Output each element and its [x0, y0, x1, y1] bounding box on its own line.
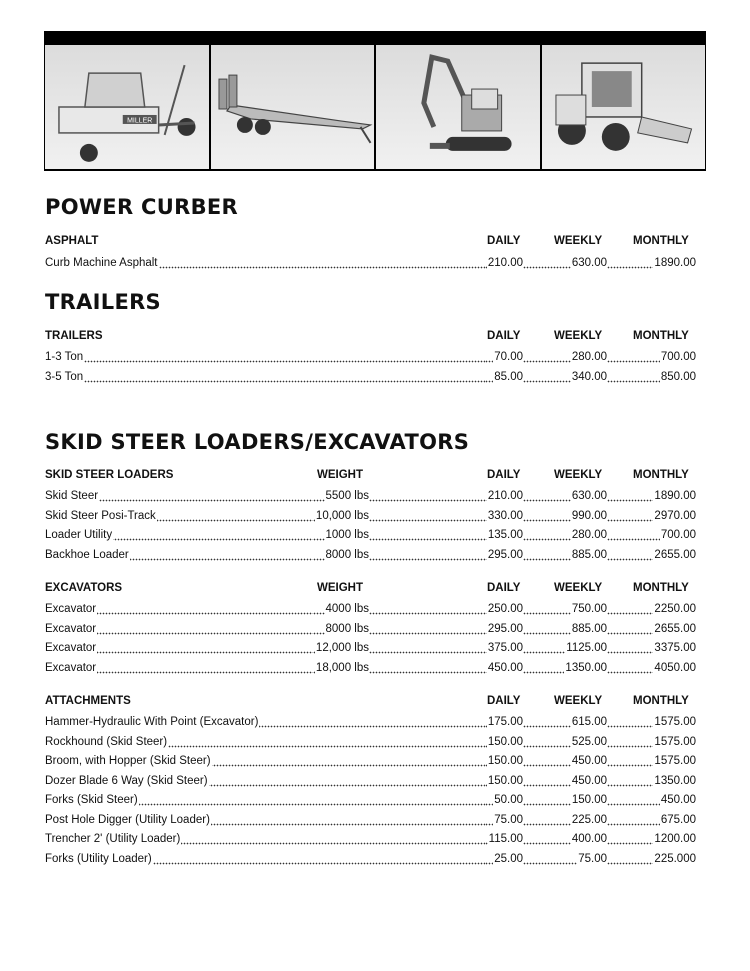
item-weight-cell	[313, 601, 369, 617]
item-name-cell	[45, 349, 485, 365]
weekly-rate: 1350.00	[565, 661, 607, 674]
trailers-group-header: TRAILERS	[45, 330, 103, 342]
item-weight: 10,000 lbs	[315, 509, 369, 522]
item-name-cell	[45, 255, 485, 271]
weekly-rate: 525.00	[571, 735, 607, 748]
weekly-rate-cell	[523, 831, 607, 847]
weekly-rate-cell	[523, 851, 607, 867]
daily-rate: 375.00	[487, 642, 523, 654]
monthly-column-header: MONTHLY	[633, 330, 689, 342]
weekly-rate: 990.00	[571, 509, 607, 522]
daily-rate-cell	[485, 753, 523, 769]
monthly-rate: 1575.00	[654, 735, 696, 748]
daily-rate-cell	[485, 369, 523, 385]
monthly-rate: 2250.00	[654, 603, 696, 615]
daily-rate-cell	[369, 621, 523, 637]
weekly-rate: 615.00	[571, 716, 607, 728]
item-name: Dozer Blade 6 Way (Skid Steer)	[45, 774, 208, 787]
weekly-column-header: WEEKLY	[554, 235, 603, 247]
monthly-column-header: MONTHLY	[633, 695, 689, 707]
monthly-rate: 1350.00	[654, 774, 696, 787]
daily-rate-cell	[369, 640, 523, 656]
price-row	[45, 508, 696, 524]
weekly-rate-cell	[523, 660, 607, 676]
item-name-cell	[45, 488, 313, 504]
monthly-rate-cell	[607, 349, 696, 365]
price-row	[45, 812, 696, 828]
price-row	[45, 621, 696, 637]
weekly-rate-cell	[523, 508, 607, 524]
daily-column-header: DAILY	[487, 469, 521, 481]
item-name: Broom, with Hopper (Skid Steer)	[45, 755, 211, 767]
item-name-cell	[45, 792, 485, 808]
price-row	[45, 547, 696, 563]
daily-column-header: DAILY	[487, 695, 521, 707]
item-name-cell	[45, 812, 485, 828]
daily-rate: 115.00	[488, 833, 523, 845]
monthly-rate: 700.00	[660, 351, 696, 363]
weekly-rate-cell	[523, 753, 607, 769]
item-name: Hammer-Hydraulic With Point (Excavator)	[45, 716, 259, 728]
monthly-rate: 675.00	[660, 813, 696, 826]
weekly-rate-cell	[523, 734, 607, 750]
daily-rate-cell	[369, 527, 523, 543]
item-weight: 1000 lbs	[325, 529, 369, 541]
daily-rate: 295.00	[487, 622, 523, 635]
weekly-rate: 1125.00	[566, 642, 607, 654]
item-name: Excavator	[45, 622, 97, 635]
weekly-column-header: WEEKLY	[554, 469, 603, 481]
power-curber-title: POWER CURBER	[45, 195, 238, 219]
daily-rate-cell	[485, 773, 523, 789]
weekly-rate-cell	[523, 369, 607, 385]
item-name: Skid Steer Posi-Track	[45, 509, 156, 522]
monthly-rate-cell	[607, 753, 696, 769]
monthly-rate: 2970.00	[654, 509, 696, 522]
item-name: Forks (Utility Loader)	[45, 852, 152, 865]
weekly-rate-cell	[523, 255, 607, 271]
price-row	[45, 773, 696, 789]
price-row	[45, 734, 696, 750]
monthly-rate: 1575.00	[654, 716, 696, 728]
price-row	[45, 660, 696, 676]
item-name-cell	[45, 734, 485, 750]
daily-rate: 150.00	[487, 755, 523, 767]
asphalt-group-header: ASPHALT	[45, 235, 99, 247]
trailers-title: TRAILERS	[45, 290, 161, 314]
monthly-rate-cell	[607, 601, 696, 617]
price-row	[45, 369, 696, 385]
weekly-rate: 280.00	[571, 529, 607, 541]
item-weight-cell	[313, 621, 369, 637]
item-name-cell	[45, 753, 485, 769]
daily-rate-cell	[369, 547, 523, 563]
price-row	[45, 349, 696, 365]
monthly-rate-cell	[607, 792, 696, 808]
weekly-column-header: WEEKLY	[554, 582, 603, 594]
item-name: 1-3 Ton	[45, 351, 84, 363]
daily-rate-cell	[485, 851, 523, 867]
monthly-rate-cell	[607, 255, 696, 271]
weekly-rate: 280.00	[571, 351, 607, 363]
weekly-rate: 630.00	[571, 257, 607, 269]
daily-rate: 175.00	[487, 716, 523, 728]
daily-rate: 25.00	[494, 852, 523, 865]
mini-excavator-photo	[376, 45, 540, 169]
daily-rate: 250.00	[487, 603, 523, 615]
item-name: Loader Utility	[45, 529, 113, 541]
item-name: Forks (Skid Steer)	[45, 794, 138, 806]
item-weight-cell	[313, 660, 369, 676]
equipment-photo-strip	[44, 31, 706, 171]
daily-rate-cell	[485, 812, 523, 828]
weekly-rate-cell	[523, 601, 607, 617]
daily-rate-cell	[485, 831, 523, 847]
weekly-rate-cell	[523, 527, 607, 543]
excavators-group-header: EXCAVATORS	[45, 582, 123, 594]
daily-rate-cell	[369, 660, 523, 676]
price-row	[45, 601, 696, 617]
daily-rate: 85.00	[494, 371, 523, 383]
monthly-rate: 850.00	[660, 371, 696, 383]
daily-rate-cell	[369, 508, 523, 524]
monthly-rate-cell	[607, 621, 696, 637]
monthly-rate-cell	[607, 812, 696, 828]
item-name-cell	[45, 621, 313, 637]
price-row	[45, 753, 696, 769]
item-weight-cell	[313, 640, 369, 656]
daily-rate-cell	[485, 792, 523, 808]
daily-rate: 150.00	[487, 774, 523, 787]
item-weight-cell	[313, 527, 369, 543]
daily-rate-cell	[369, 488, 523, 504]
monthly-rate: 700.00	[660, 529, 696, 541]
daily-rate: 295.00	[487, 548, 523, 561]
monthly-rate-cell	[607, 851, 696, 867]
weekly-rate: 450.00	[571, 774, 607, 787]
item-name: Trencher 2' (Utility Loader)	[45, 833, 181, 845]
weekly-column-header: WEEKLY	[554, 330, 603, 342]
daily-rate: 135.00	[487, 529, 523, 541]
weekly-rate: 225.00	[571, 813, 607, 826]
item-name: Rockhound (Skid Steer)	[45, 735, 168, 748]
item-weight-cell	[313, 547, 369, 563]
item-weight-cell	[313, 488, 369, 504]
monthly-rate: 1575.00	[654, 755, 696, 767]
item-weight: 12,000 lbs	[315, 642, 369, 654]
weight-column-header: WEIGHT	[317, 469, 363, 481]
item-name: Excavator	[45, 661, 97, 674]
daily-rate-cell	[369, 601, 523, 617]
monthly-column-header: MONTHLY	[633, 582, 689, 594]
item-name: Curb Machine Asphalt	[45, 257, 158, 269]
daily-rate: 450.00	[487, 661, 523, 674]
monthly-rate: 1890.00	[654, 490, 696, 502]
monthly-rate-cell	[607, 488, 696, 504]
weekly-rate-cell	[523, 812, 607, 828]
item-name-cell	[45, 773, 485, 789]
miller-logo-text: MILLER	[127, 117, 153, 125]
item-weight: 4000 lbs	[325, 603, 369, 615]
power-curber-photo	[45, 45, 209, 169]
monthly-rate-cell	[607, 547, 696, 563]
monthly-rate-cell	[607, 527, 696, 543]
item-name-cell	[45, 527, 313, 543]
daily-rate-cell	[485, 734, 523, 750]
item-weight: 8000 lbs	[325, 622, 369, 635]
monthly-rate: 225.000	[654, 852, 696, 865]
daily-rate-cell	[485, 349, 523, 365]
attachments-group-header: ATTACHMENTS	[45, 695, 131, 707]
weekly-rate: 885.00	[571, 622, 607, 635]
monthly-rate: 3375.00	[654, 642, 696, 654]
item-name-cell	[45, 508, 313, 524]
trailer-photo	[211, 45, 375, 169]
weekly-rate-cell	[523, 792, 607, 808]
daily-rate-cell	[485, 255, 523, 271]
weekly-rate-cell	[523, 621, 607, 637]
item-name-cell	[45, 547, 313, 563]
monthly-rate: 1200.00	[654, 833, 696, 845]
monthly-rate-cell	[607, 640, 696, 656]
weekly-rate: 450.00	[571, 755, 607, 767]
daily-rate: 70.00	[494, 351, 523, 363]
weekly-column-header: WEEKLY	[554, 695, 603, 707]
monthly-rate-cell	[607, 508, 696, 524]
weekly-rate-cell	[523, 349, 607, 365]
price-row	[45, 831, 696, 847]
price-row	[45, 488, 696, 504]
weight-column-header: WEIGHT	[317, 582, 363, 594]
daily-column-header: DAILY	[487, 330, 521, 342]
item-name-cell	[45, 831, 485, 847]
monthly-rate-cell	[607, 660, 696, 676]
weekly-rate-cell	[523, 773, 607, 789]
item-name-cell	[45, 640, 313, 656]
weekly-rate: 630.00	[571, 490, 607, 502]
photo-strip-top-bar	[44, 31, 706, 45]
item-name-cell	[45, 660, 313, 676]
daily-rate: 75.00	[494, 813, 523, 826]
price-row	[45, 255, 696, 271]
price-row	[45, 640, 696, 656]
item-weight-cell	[313, 508, 369, 524]
weekly-rate-cell	[523, 714, 607, 730]
price-row	[45, 527, 696, 543]
item-name-cell	[45, 714, 485, 730]
weekly-rate: 340.00	[571, 371, 607, 383]
daily-rate: 50.00	[494, 794, 523, 806]
item-weight: 18,000 lbs	[315, 661, 369, 674]
skid-steer-photo	[542, 45, 706, 169]
daily-rate: 330.00	[487, 509, 523, 522]
monthly-rate: 2655.00	[654, 548, 696, 561]
monthly-rate-cell	[607, 369, 696, 385]
daily-rate: 210.00	[487, 490, 523, 502]
item-name-cell	[45, 601, 313, 617]
monthly-rate: 4050.00	[654, 661, 696, 674]
item-weight: 8000 lbs	[325, 548, 369, 561]
weekly-rate-cell	[523, 488, 607, 504]
skid-steer-excavators-title: SKID STEER LOADERS/EXCAVATORS	[45, 430, 470, 454]
monthly-column-header: MONTHLY	[633, 469, 689, 481]
item-weight: 5500 lbs	[325, 490, 369, 502]
item-name: Skid Steer	[45, 490, 99, 502]
monthly-rate-cell	[607, 831, 696, 847]
item-name: 3-5 Ton	[45, 371, 84, 383]
weekly-rate: 75.00	[578, 852, 607, 865]
price-row	[45, 714, 696, 730]
monthly-rate: 2655.00	[654, 622, 696, 635]
daily-rate: 150.00	[487, 735, 523, 748]
monthly-rate-cell	[607, 714, 696, 730]
monthly-rate: 450.00	[660, 794, 696, 806]
weekly-rate-cell	[523, 640, 607, 656]
price-row	[45, 851, 696, 867]
weekly-rate-cell	[523, 547, 607, 563]
monthly-rate-cell	[607, 734, 696, 750]
daily-column-header: DAILY	[487, 235, 521, 247]
skid-steer-loaders-group-header: SKID STEER LOADERS	[45, 469, 174, 481]
item-name: Excavator	[45, 642, 97, 654]
item-name: Excavator	[45, 603, 97, 615]
item-name-cell	[45, 369, 485, 385]
price-row	[45, 792, 696, 808]
item-name: Post Hole Digger (Utility Loader)	[45, 813, 210, 826]
daily-column-header: DAILY	[487, 582, 521, 594]
daily-rate: 210.00	[487, 257, 523, 269]
monthly-rate-cell	[607, 773, 696, 789]
weekly-rate: 150.00	[571, 794, 607, 806]
daily-rate-cell	[485, 714, 523, 730]
monthly-column-header: MONTHLY	[633, 235, 689, 247]
monthly-rate: 1890.00	[654, 257, 696, 269]
weekly-rate: 750.00	[571, 603, 607, 615]
weekly-rate: 885.00	[571, 548, 607, 561]
weekly-rate: 400.00	[571, 833, 607, 845]
item-name-cell	[45, 851, 485, 867]
item-name: Backhoe Loader	[45, 548, 129, 561]
